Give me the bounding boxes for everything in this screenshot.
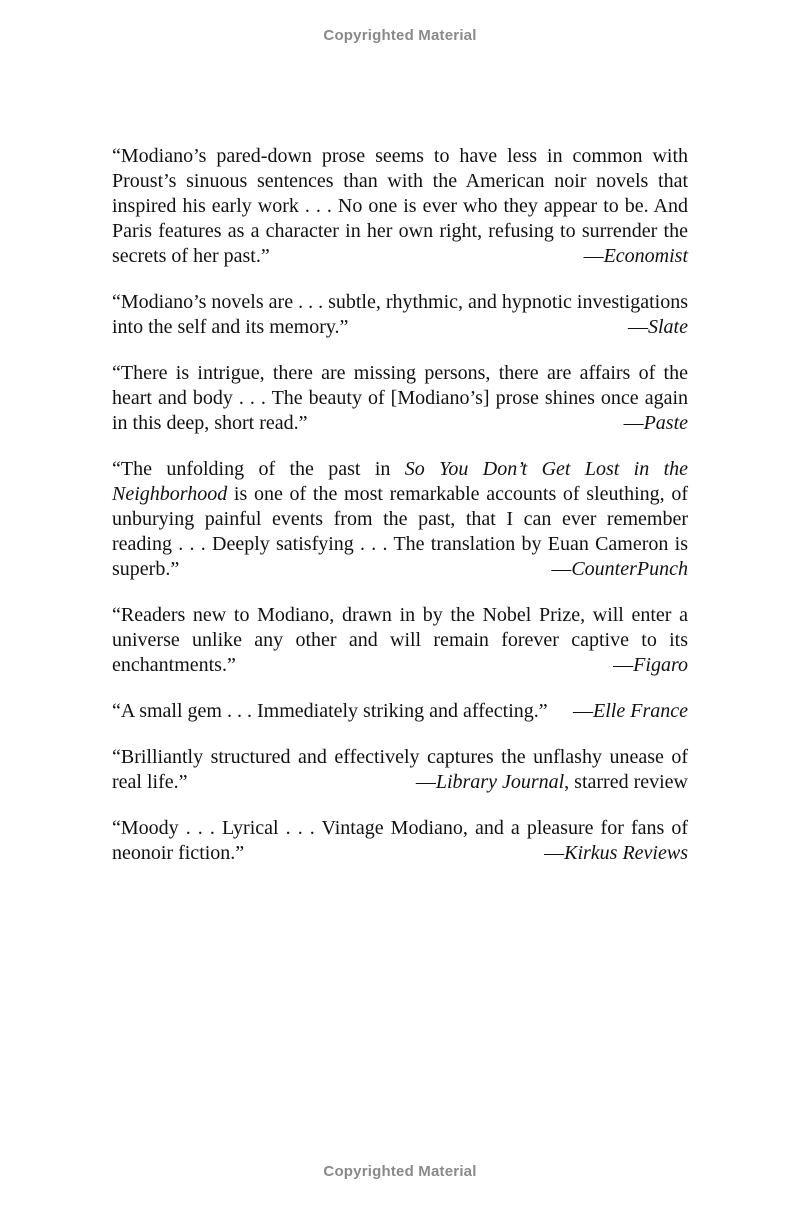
quote-text-after: is one of the most remarkable accounts of sleuthing, of unburying painful events from the past, that I can ever remember reading . . . Deeply satisfying . . . The translation by Euan Cameron is superb.” (112, 483, 688, 580)
quote-figaro (112, 603, 688, 678)
attribution-source: CounterPunch (571, 558, 688, 580)
attribution-source: Economist (603, 245, 688, 267)
attribution-source: Library Journal (435, 771, 565, 793)
attribution-dash: — (613, 654, 634, 676)
quote-economist (112, 144, 688, 269)
quote-attribution (551, 557, 688, 582)
attribution-dash: — (544, 842, 565, 864)
quote-slate (112, 290, 688, 340)
quote-text-before: “The unfolding of the past in (112, 458, 405, 480)
quote-elle-france (112, 699, 688, 724)
quote-attribution (573, 699, 688, 724)
quote-library-journal (112, 745, 688, 795)
quote-text: “A small gem . . . Immediately striking and affecting.” (112, 700, 548, 722)
quote-text: “Modiano’s pared-down prose seems to have less in common with Proust’s sinuous sentences than with the American noir novels that inspired his early work . . . No one is ever who they appear to be. And Paris features as a character in her own right, refusing to surrender the secrets of her past.” (112, 145, 688, 267)
quote-paste (112, 361, 688, 436)
quote-attribution (624, 411, 688, 436)
attribution-source: Paste (643, 412, 688, 434)
copyright-banner-top: Copyrighted Material (323, 27, 477, 44)
attribution-dash: — (623, 412, 644, 434)
quote-text: “Modiano’s novels are . . . subtle, rhythmic, and hypnotic investigations into the self and its memory.” (112, 291, 689, 338)
quote-attribution (628, 315, 688, 340)
quote-kirkus-reviews (112, 816, 688, 866)
quote-attribution (544, 841, 688, 866)
praise-quotes (112, 144, 688, 887)
copyright-banner-bottom: Copyrighted Material (323, 1163, 477, 1180)
quote-attribution (584, 244, 688, 269)
attribution-source: Figaro (633, 654, 688, 676)
quote-text: “Readers new to Modiano, drawn in by the Nobel Prize, will enter a universe unlike any other and will remain forever captive to its enchantments.” (112, 604, 688, 676)
attribution-source: Elle France (593, 700, 688, 722)
quote-book-title: So You Don’t Get Lost in the Neighborhood (112, 458, 688, 505)
attribution-dash: — (551, 558, 572, 580)
attribution-source: Kirkus Reviews (564, 842, 688, 864)
quote-text: “Moody . . . Lyrical . . . Vintage Modiano, and a pleasure for fans of neonoir fiction.” (112, 817, 688, 864)
quote-text: “There is intrigue, there are missing persons, there are affairs of the heart and body . . . The beauty of [Modiano’s] prose shines once again in this deep, short read.” (112, 362, 688, 434)
attribution-dash: — (415, 771, 436, 793)
quote-attribution (416, 770, 688, 795)
attribution-source: Slate (648, 316, 688, 338)
quote-counterpunch (112, 457, 688, 582)
quote-text: “Brilliantly structured and effectively captures the unflashy unease of real life.” (112, 746, 688, 793)
attribution-dash: — (573, 700, 594, 722)
attribution-dash: — (628, 316, 648, 338)
attribution-dash: — (583, 245, 604, 267)
quote-attribution (613, 653, 688, 678)
attribution-note: , starred review (564, 771, 688, 793)
